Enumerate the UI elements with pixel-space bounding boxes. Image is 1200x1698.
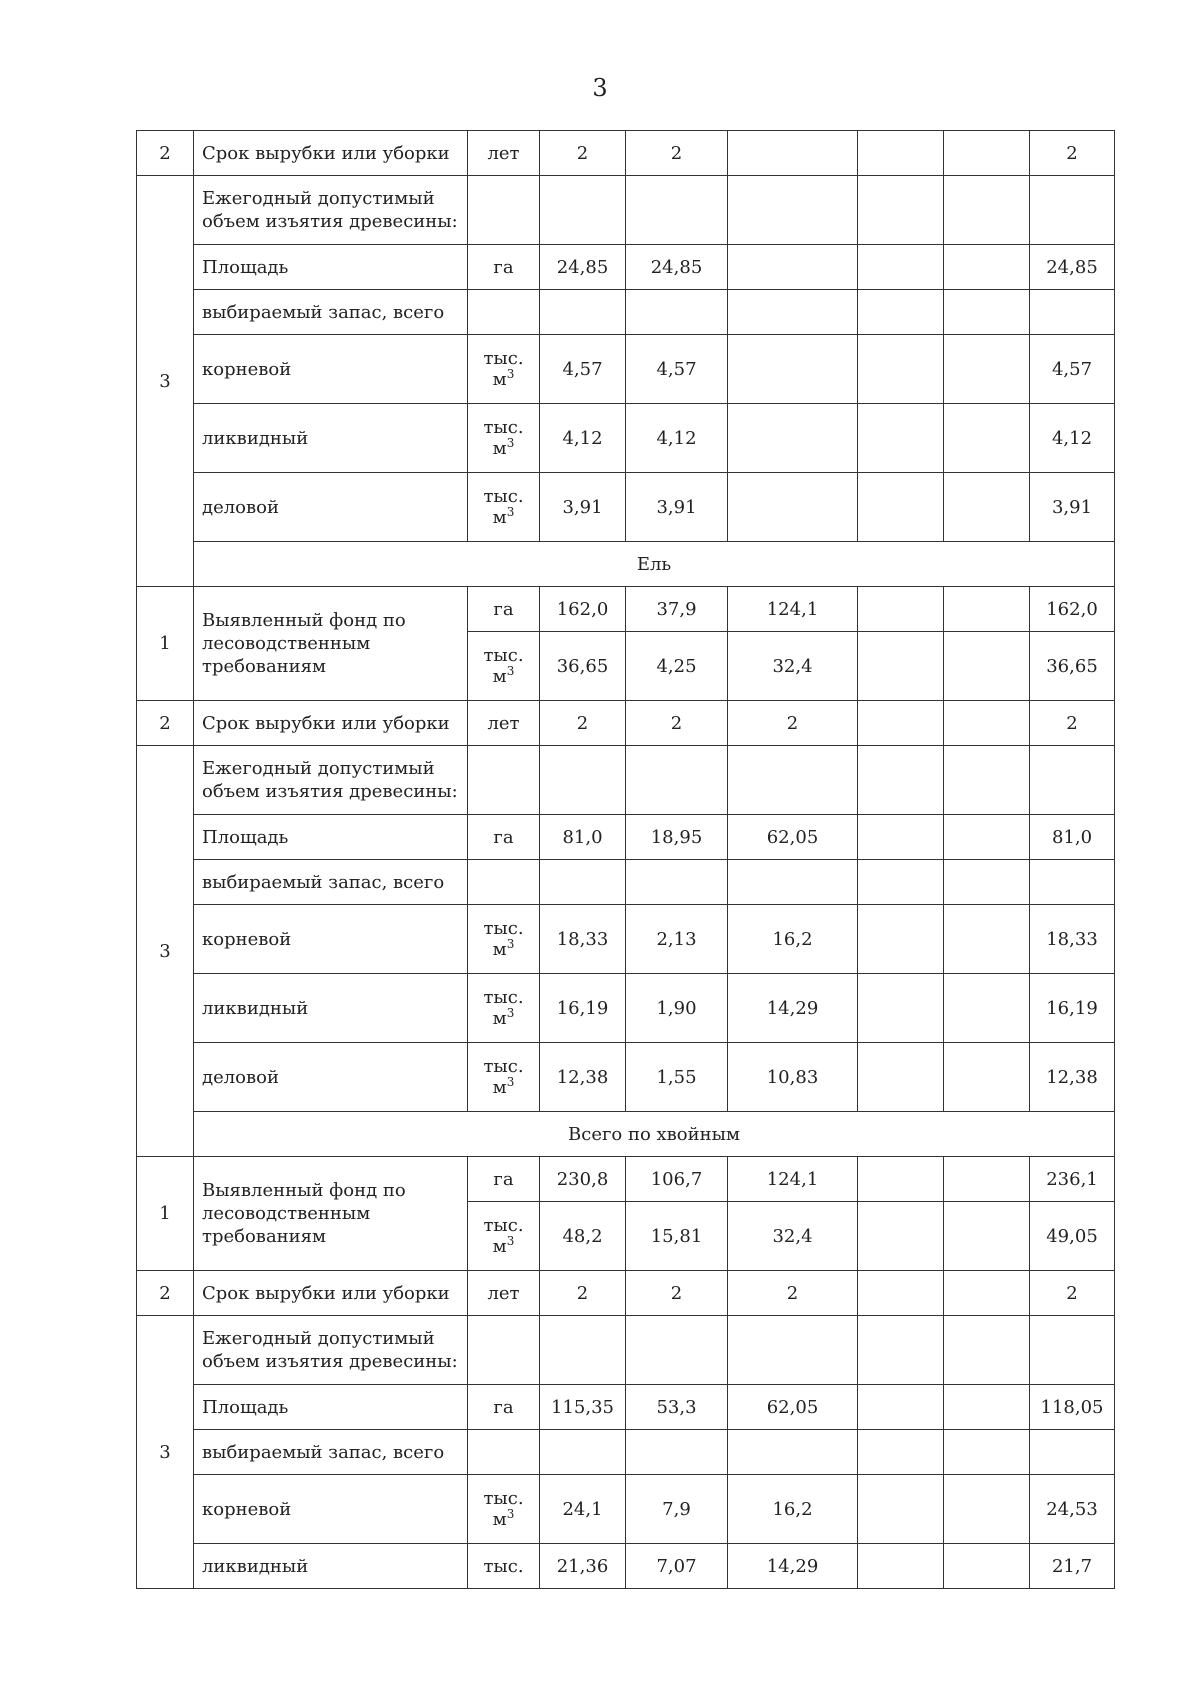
value-cell: 2 bbox=[728, 701, 858, 746]
value-cell bbox=[858, 176, 944, 245]
value-cell bbox=[944, 1475, 1030, 1544]
table-row bbox=[137, 290, 1115, 335]
value-cell bbox=[858, 701, 944, 746]
indicator-name-cell: деловой bbox=[194, 473, 468, 542]
table-row bbox=[137, 1271, 1115, 1316]
section-header-row bbox=[137, 542, 1115, 587]
row-number-cell: 3 bbox=[137, 746, 194, 1157]
value-cell: 1,55 bbox=[626, 1043, 728, 1112]
unit-cell: тыс. $м^3$ bbox=[468, 335, 540, 404]
value-cell bbox=[858, 1430, 944, 1475]
indicator-name-cell: корневой bbox=[194, 905, 468, 974]
table-row bbox=[137, 131, 1115, 176]
unit-cell bbox=[468, 290, 540, 335]
value-cell bbox=[944, 131, 1030, 176]
value-cell bbox=[944, 335, 1030, 404]
table-body bbox=[137, 131, 1115, 1589]
value-cell bbox=[1030, 176, 1115, 245]
value-cell: 2 bbox=[1030, 1271, 1115, 1316]
value-cell: 7,9 bbox=[626, 1475, 728, 1544]
value-cell: 21,36 bbox=[540, 1544, 626, 1589]
value-cell: 21,7 bbox=[1030, 1544, 1115, 1589]
value-cell bbox=[728, 473, 858, 542]
value-cell: 81,0 bbox=[540, 815, 626, 860]
row-number-cell: 2 bbox=[137, 701, 194, 746]
value-cell bbox=[728, 1316, 858, 1385]
value-cell bbox=[540, 1316, 626, 1385]
value-cell bbox=[1030, 1430, 1115, 1475]
indicator-name-cell: Ежегодный допустимый объем изъятия древесины: bbox=[194, 1316, 468, 1385]
value-cell bbox=[858, 1544, 944, 1589]
row-number-cell: 2 bbox=[137, 131, 194, 176]
value-cell bbox=[858, 587, 944, 632]
value-cell bbox=[858, 905, 944, 974]
value-cell bbox=[540, 746, 626, 815]
indicator-name-cell: Выявленный фонд по лесоводственным требованиям bbox=[194, 587, 468, 701]
value-cell bbox=[944, 587, 1030, 632]
table-row bbox=[137, 815, 1115, 860]
value-cell bbox=[728, 290, 858, 335]
value-cell bbox=[858, 746, 944, 815]
unit-cell bbox=[468, 860, 540, 905]
value-cell: 12,38 bbox=[540, 1043, 626, 1112]
value-cell bbox=[728, 1430, 858, 1475]
unit-cell: тыс. $м^3$ bbox=[468, 1202, 540, 1271]
value-cell: 36,65 bbox=[1030, 632, 1115, 701]
value-cell bbox=[944, 1316, 1030, 1385]
table-row bbox=[137, 701, 1115, 746]
section-title: Всего по хвойным bbox=[194, 1112, 1115, 1157]
value-cell: 12,38 bbox=[1030, 1043, 1115, 1112]
value-cell: 4,12 bbox=[1030, 404, 1115, 473]
table-row bbox=[137, 860, 1115, 905]
value-cell bbox=[944, 1430, 1030, 1475]
value-cell: 53,3 bbox=[626, 1385, 728, 1430]
table-row bbox=[137, 404, 1115, 473]
value-cell bbox=[858, 815, 944, 860]
table-row bbox=[137, 746, 1115, 815]
unit-cell: тыс. $м^3$ bbox=[468, 1475, 540, 1544]
value-cell bbox=[626, 290, 728, 335]
value-cell: 230,8 bbox=[540, 1157, 626, 1202]
table-row bbox=[137, 1544, 1115, 1589]
table-row bbox=[137, 1043, 1115, 1112]
indicator-name-cell: Ежегодный допустимый объем изъятия древесины: bbox=[194, 176, 468, 245]
value-cell bbox=[540, 1430, 626, 1475]
value-cell bbox=[626, 746, 728, 815]
value-cell: 15,81 bbox=[626, 1202, 728, 1271]
page-number: 3 bbox=[592, 74, 608, 102]
value-cell bbox=[944, 290, 1030, 335]
value-cell bbox=[728, 335, 858, 404]
value-cell bbox=[944, 746, 1030, 815]
value-cell: 4,57 bbox=[540, 335, 626, 404]
unit-cell: лет bbox=[468, 701, 540, 746]
value-cell: 24,85 bbox=[1030, 245, 1115, 290]
unit-cell: тыс. $м^3$ bbox=[468, 632, 540, 701]
value-cell: 2 bbox=[728, 1271, 858, 1316]
value-cell bbox=[626, 176, 728, 245]
row-number-cell: 1 bbox=[137, 1157, 194, 1271]
value-cell: 2 bbox=[626, 701, 728, 746]
indicator-name-cell: ликвидный bbox=[194, 974, 468, 1043]
row-number-cell: 1 bbox=[137, 587, 194, 701]
value-cell: 4,57 bbox=[626, 335, 728, 404]
value-cell: 4,12 bbox=[540, 404, 626, 473]
unit-cell: лет bbox=[468, 131, 540, 176]
value-cell bbox=[944, 632, 1030, 701]
value-cell bbox=[858, 974, 944, 1043]
value-cell bbox=[728, 131, 858, 176]
indicator-name-cell: Площадь bbox=[194, 1385, 468, 1430]
value-cell: 2 bbox=[540, 131, 626, 176]
value-cell bbox=[858, 1157, 944, 1202]
indicator-name-cell: Срок вырубки или уборки bbox=[194, 701, 468, 746]
unit-cell: тыс. $м^3$ bbox=[468, 473, 540, 542]
section-title: Ель bbox=[194, 542, 1115, 587]
value-cell bbox=[944, 860, 1030, 905]
value-cell bbox=[944, 1157, 1030, 1202]
value-cell bbox=[944, 701, 1030, 746]
value-cell: 2 bbox=[1030, 131, 1115, 176]
value-cell: 48,2 bbox=[540, 1202, 626, 1271]
value-cell bbox=[1030, 290, 1115, 335]
value-cell: 10,83 bbox=[728, 1043, 858, 1112]
table-row bbox=[137, 176, 1115, 245]
value-cell: 14,29 bbox=[728, 1544, 858, 1589]
indicator-name-cell: ликвидный bbox=[194, 1544, 468, 1589]
row-number-cell: 2 bbox=[137, 1271, 194, 1316]
value-cell bbox=[858, 131, 944, 176]
section-header-row bbox=[137, 1112, 1115, 1157]
indicator-name-cell: выбираемый запас, всего bbox=[194, 860, 468, 905]
value-cell: 118,05 bbox=[1030, 1385, 1115, 1430]
value-cell bbox=[858, 473, 944, 542]
indicator-name-cell: Площадь bbox=[194, 815, 468, 860]
table-row bbox=[137, 1157, 1115, 1202]
value-cell: 16,2 bbox=[728, 1475, 858, 1544]
unit-cell: га bbox=[468, 1385, 540, 1430]
unit-cell bbox=[468, 1430, 540, 1475]
value-cell bbox=[728, 860, 858, 905]
value-cell bbox=[858, 404, 944, 473]
indicator-name-cell: ликвидный bbox=[194, 404, 468, 473]
indicator-name-cell: выбираемый запас, всего bbox=[194, 1430, 468, 1475]
value-cell bbox=[540, 860, 626, 905]
value-cell: 162,0 bbox=[1030, 587, 1115, 632]
value-cell bbox=[858, 1475, 944, 1544]
table-row bbox=[137, 335, 1115, 404]
value-cell: 3,91 bbox=[540, 473, 626, 542]
value-cell bbox=[858, 1316, 944, 1385]
indicator-name-cell: корневой bbox=[194, 335, 468, 404]
value-cell bbox=[944, 245, 1030, 290]
unit-cell bbox=[468, 746, 540, 815]
value-cell bbox=[1030, 746, 1115, 815]
value-cell: 62,05 bbox=[728, 1385, 858, 1430]
value-cell: 236,1 bbox=[1030, 1157, 1115, 1202]
unit-cell: га bbox=[468, 587, 540, 632]
unit-cell: тыс. $м^3$ bbox=[468, 404, 540, 473]
value-cell bbox=[858, 335, 944, 404]
value-cell bbox=[858, 290, 944, 335]
value-cell bbox=[944, 1544, 1030, 1589]
value-cell: 7,07 bbox=[626, 1544, 728, 1589]
value-cell: 3,91 bbox=[626, 473, 728, 542]
indicator-name-cell: корневой bbox=[194, 1475, 468, 1544]
value-cell: 4,57 bbox=[1030, 335, 1115, 404]
table-row bbox=[137, 473, 1115, 542]
value-cell bbox=[728, 746, 858, 815]
row-number-cell: 3 bbox=[137, 176, 194, 587]
value-cell bbox=[944, 1271, 1030, 1316]
indicator-name-cell: Выявленный фонд по лесоводственным требованиям bbox=[194, 1157, 468, 1271]
unit-cell: лет bbox=[468, 1271, 540, 1316]
value-cell: 16,19 bbox=[1030, 974, 1115, 1043]
value-cell bbox=[858, 1202, 944, 1271]
table-row bbox=[137, 905, 1115, 974]
value-cell: 16,2 bbox=[728, 905, 858, 974]
value-cell bbox=[858, 632, 944, 701]
value-cell bbox=[540, 290, 626, 335]
unit-cell: тыс. $м^3$ bbox=[468, 974, 540, 1043]
value-cell bbox=[1030, 860, 1115, 905]
value-cell: 18,95 bbox=[626, 815, 728, 860]
value-cell: 36,65 bbox=[540, 632, 626, 701]
row-number-cell: 3 bbox=[137, 1316, 194, 1589]
table-row bbox=[137, 1316, 1115, 1385]
value-cell: 2,13 bbox=[626, 905, 728, 974]
value-cell bbox=[626, 1430, 728, 1475]
indicator-name-cell: Срок вырубки или уборки bbox=[194, 131, 468, 176]
value-cell: 2 bbox=[626, 1271, 728, 1316]
value-cell bbox=[944, 974, 1030, 1043]
unit-cell: га bbox=[468, 245, 540, 290]
value-cell bbox=[858, 245, 944, 290]
value-cell: 115,35 bbox=[540, 1385, 626, 1430]
unit-cell bbox=[468, 1316, 540, 1385]
value-cell bbox=[944, 905, 1030, 974]
value-cell: 18,33 bbox=[540, 905, 626, 974]
value-cell bbox=[626, 1316, 728, 1385]
value-cell: 24,1 bbox=[540, 1475, 626, 1544]
indicator-name-cell: деловой bbox=[194, 1043, 468, 1112]
value-cell bbox=[944, 176, 1030, 245]
value-cell: 37,9 bbox=[626, 587, 728, 632]
value-cell bbox=[728, 176, 858, 245]
value-cell: 1,90 bbox=[626, 974, 728, 1043]
value-cell: 124,1 bbox=[728, 1157, 858, 1202]
value-cell: 16,19 bbox=[540, 974, 626, 1043]
value-cell: 2 bbox=[626, 131, 728, 176]
value-cell bbox=[626, 860, 728, 905]
value-cell: 162,0 bbox=[540, 587, 626, 632]
value-cell bbox=[858, 860, 944, 905]
value-cell: 3,91 bbox=[1030, 473, 1115, 542]
value-cell bbox=[1030, 1316, 1115, 1385]
value-cell bbox=[944, 1202, 1030, 1271]
unit-cell: тыс. bbox=[468, 1544, 540, 1589]
value-cell bbox=[728, 245, 858, 290]
unit-cell: тыс. $м^3$ bbox=[468, 905, 540, 974]
value-cell: 106,7 bbox=[626, 1157, 728, 1202]
unit-cell bbox=[468, 176, 540, 245]
value-cell: 4,25 bbox=[626, 632, 728, 701]
unit-cell: га bbox=[468, 1157, 540, 1202]
value-cell: 2 bbox=[540, 701, 626, 746]
unit-cell: тыс. $м^3$ bbox=[468, 1043, 540, 1112]
value-cell bbox=[944, 1385, 1030, 1430]
value-cell: 62,05 bbox=[728, 815, 858, 860]
value-cell bbox=[944, 404, 1030, 473]
table-row bbox=[137, 587, 1115, 632]
value-cell: 49,05 bbox=[1030, 1202, 1115, 1271]
value-cell bbox=[728, 404, 858, 473]
value-cell: 24,85 bbox=[626, 245, 728, 290]
value-cell bbox=[944, 815, 1030, 860]
value-cell bbox=[858, 1385, 944, 1430]
value-cell bbox=[858, 1043, 944, 1112]
value-cell: 2 bbox=[540, 1271, 626, 1316]
value-cell: 124,1 bbox=[728, 587, 858, 632]
table-row bbox=[137, 245, 1115, 290]
table-row bbox=[137, 974, 1115, 1043]
value-cell: 14,29 bbox=[728, 974, 858, 1043]
value-cell: 24,85 bbox=[540, 245, 626, 290]
indicator-name-cell: выбираемый запас, всего bbox=[194, 290, 468, 335]
table-row bbox=[137, 1385, 1115, 1430]
value-cell bbox=[944, 1043, 1030, 1112]
value-cell bbox=[858, 1271, 944, 1316]
table-row bbox=[137, 1430, 1115, 1475]
value-cell bbox=[944, 473, 1030, 542]
indicator-name-cell: Срок вырубки или уборки bbox=[194, 1271, 468, 1316]
indicator-name-cell: Площадь bbox=[194, 245, 468, 290]
value-cell: 4,12 bbox=[626, 404, 728, 473]
indicator-name-cell: Ежегодный допустимый объем изъятия древесины: bbox=[194, 746, 468, 815]
value-cell: 24,53 bbox=[1030, 1475, 1115, 1544]
value-cell: 32,4 bbox=[728, 632, 858, 701]
table-row bbox=[137, 1475, 1115, 1544]
value-cell: 18,33 bbox=[1030, 905, 1115, 974]
forestry-table bbox=[136, 130, 1115, 1589]
value-cell: 32,4 bbox=[728, 1202, 858, 1271]
value-cell: 2 bbox=[1030, 701, 1115, 746]
value-cell: 81,0 bbox=[1030, 815, 1115, 860]
value-cell bbox=[540, 176, 626, 245]
unit-cell: га bbox=[468, 815, 540, 860]
